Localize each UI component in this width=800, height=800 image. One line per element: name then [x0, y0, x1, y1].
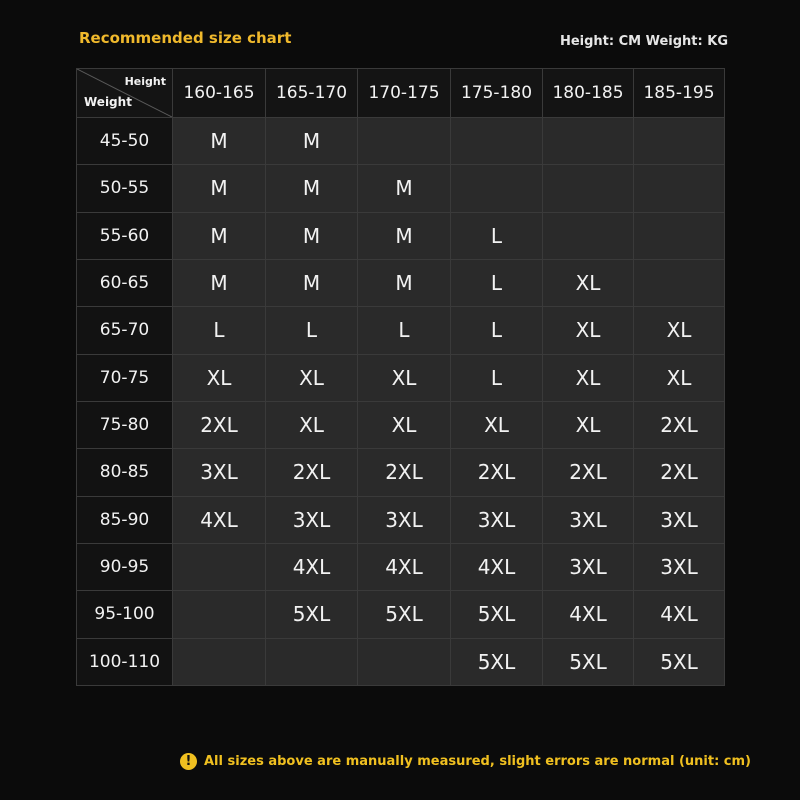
row-header-weight: 90-95	[77, 543, 173, 590]
exclamation-icon: !	[180, 753, 197, 770]
table-row	[77, 259, 725, 306]
size-cell: L	[358, 307, 451, 354]
size-cell: M	[266, 212, 358, 259]
size-cell: L	[451, 354, 543, 401]
size-cell	[634, 118, 725, 165]
size-cell: 5XL	[451, 591, 543, 638]
size-cell: 4XL	[451, 543, 543, 590]
size-cell: 3XL	[358, 496, 451, 543]
size-chart-table	[76, 68, 725, 686]
size-cell	[451, 165, 543, 212]
size-cell: 3XL	[451, 496, 543, 543]
size-cell: 3XL	[173, 449, 266, 496]
size-cell: 2XL	[634, 401, 725, 448]
size-cell: L	[266, 307, 358, 354]
column-header-height: 170-175	[358, 69, 451, 118]
row-header-weight: 65-70	[77, 307, 173, 354]
table-row	[77, 496, 725, 543]
units-label: Height: CM Weight: KG	[559, 34, 728, 49]
row-header-weight: 100-110	[77, 638, 173, 685]
size-cell: XL	[173, 354, 266, 401]
table-row	[77, 307, 725, 354]
column-header-height: 165-170	[266, 69, 358, 118]
table-row	[77, 118, 725, 165]
size-cell: 4XL	[173, 496, 266, 543]
size-cell: L	[451, 212, 543, 259]
size-cell: 2XL	[634, 449, 725, 496]
size-cell: 5XL	[451, 638, 543, 685]
size-cell: 2XL	[358, 449, 451, 496]
footer-note	[180, 753, 751, 770]
size-cell: XL	[543, 354, 634, 401]
size-cell	[358, 638, 451, 685]
column-header-height: 160-165	[173, 69, 266, 118]
size-cell: 5XL	[543, 638, 634, 685]
size-cell: 2XL	[543, 449, 634, 496]
size-cell: 4XL	[543, 591, 634, 638]
size-cell	[451, 118, 543, 165]
table-row	[77, 543, 725, 590]
corner-height-label: Height	[124, 75, 166, 88]
table-row	[77, 591, 725, 638]
size-cell: 3XL	[543, 543, 634, 590]
size-cell	[358, 118, 451, 165]
size-cell: XL	[543, 401, 634, 448]
size-cell	[634, 165, 725, 212]
size-cell: M	[358, 259, 451, 306]
size-cell: M	[173, 212, 266, 259]
size-cell: XL	[266, 354, 358, 401]
row-header-weight: 80-85	[77, 449, 173, 496]
column-header-height: 175-180	[451, 69, 543, 118]
size-cell: M	[173, 118, 266, 165]
row-header-weight: 70-75	[77, 354, 173, 401]
row-header-weight: 95-100	[77, 591, 173, 638]
chart-title: Recommended size chart	[79, 29, 292, 47]
size-cell: XL	[634, 354, 725, 401]
size-cell: 4XL	[266, 543, 358, 590]
size-cell: 3XL	[634, 543, 725, 590]
row-header-weight: 75-80	[77, 401, 173, 448]
table-row	[77, 165, 725, 212]
size-cell: 2XL	[266, 449, 358, 496]
size-cell: 2XL	[173, 401, 266, 448]
table-row	[77, 401, 725, 448]
size-cell: 4XL	[634, 591, 725, 638]
size-cell	[543, 212, 634, 259]
corner-weight-label: Weight	[84, 95, 132, 109]
size-cell: XL	[451, 401, 543, 448]
header-row	[77, 69, 725, 118]
table-row	[77, 449, 725, 496]
table-row	[77, 638, 725, 685]
size-cell	[634, 259, 725, 306]
size-cell: XL	[543, 259, 634, 306]
size-cell	[543, 165, 634, 212]
corner-header-cell	[77, 69, 173, 118]
row-header-weight: 85-90	[77, 496, 173, 543]
row-header-weight: 60-65	[77, 259, 173, 306]
size-cell	[173, 543, 266, 590]
size-cell: XL	[634, 307, 725, 354]
footer-note-text: All sizes above are manually measured, slight errors are normal (unit: cm)	[204, 754, 751, 769]
size-cell	[173, 591, 266, 638]
size-cell	[634, 212, 725, 259]
size-cell: 3XL	[543, 496, 634, 543]
size-cell	[173, 638, 266, 685]
size-cell	[266, 638, 358, 685]
size-cell: L	[173, 307, 266, 354]
column-header-height: 180-185	[543, 69, 634, 118]
size-cell: L	[451, 259, 543, 306]
size-cell: XL	[543, 307, 634, 354]
size-cell: M	[358, 165, 451, 212]
table-row	[77, 212, 725, 259]
size-cell: 5XL	[266, 591, 358, 638]
size-cell: M	[173, 165, 266, 212]
size-cell: XL	[266, 401, 358, 448]
size-cell: XL	[358, 401, 451, 448]
size-cell: M	[173, 259, 266, 306]
size-cell: XL	[358, 354, 451, 401]
column-header-height: 185-195	[634, 69, 725, 118]
size-cell: L	[451, 307, 543, 354]
size-cell: 5XL	[358, 591, 451, 638]
row-header-weight: 50-55	[77, 165, 173, 212]
size-cell: 5XL	[634, 638, 725, 685]
table-row	[77, 354, 725, 401]
size-cell: 3XL	[634, 496, 725, 543]
size-cell: M	[358, 212, 451, 259]
table-body	[77, 118, 725, 686]
size-cell: M	[266, 165, 358, 212]
row-header-weight: 45-50	[77, 118, 173, 165]
size-cell: M	[266, 259, 358, 306]
size-cell	[543, 118, 634, 165]
size-cell: 3XL	[266, 496, 358, 543]
size-cell: 2XL	[451, 449, 543, 496]
row-header-weight: 55-60	[77, 212, 173, 259]
size-cell: M	[266, 118, 358, 165]
size-cell: 4XL	[358, 543, 451, 590]
